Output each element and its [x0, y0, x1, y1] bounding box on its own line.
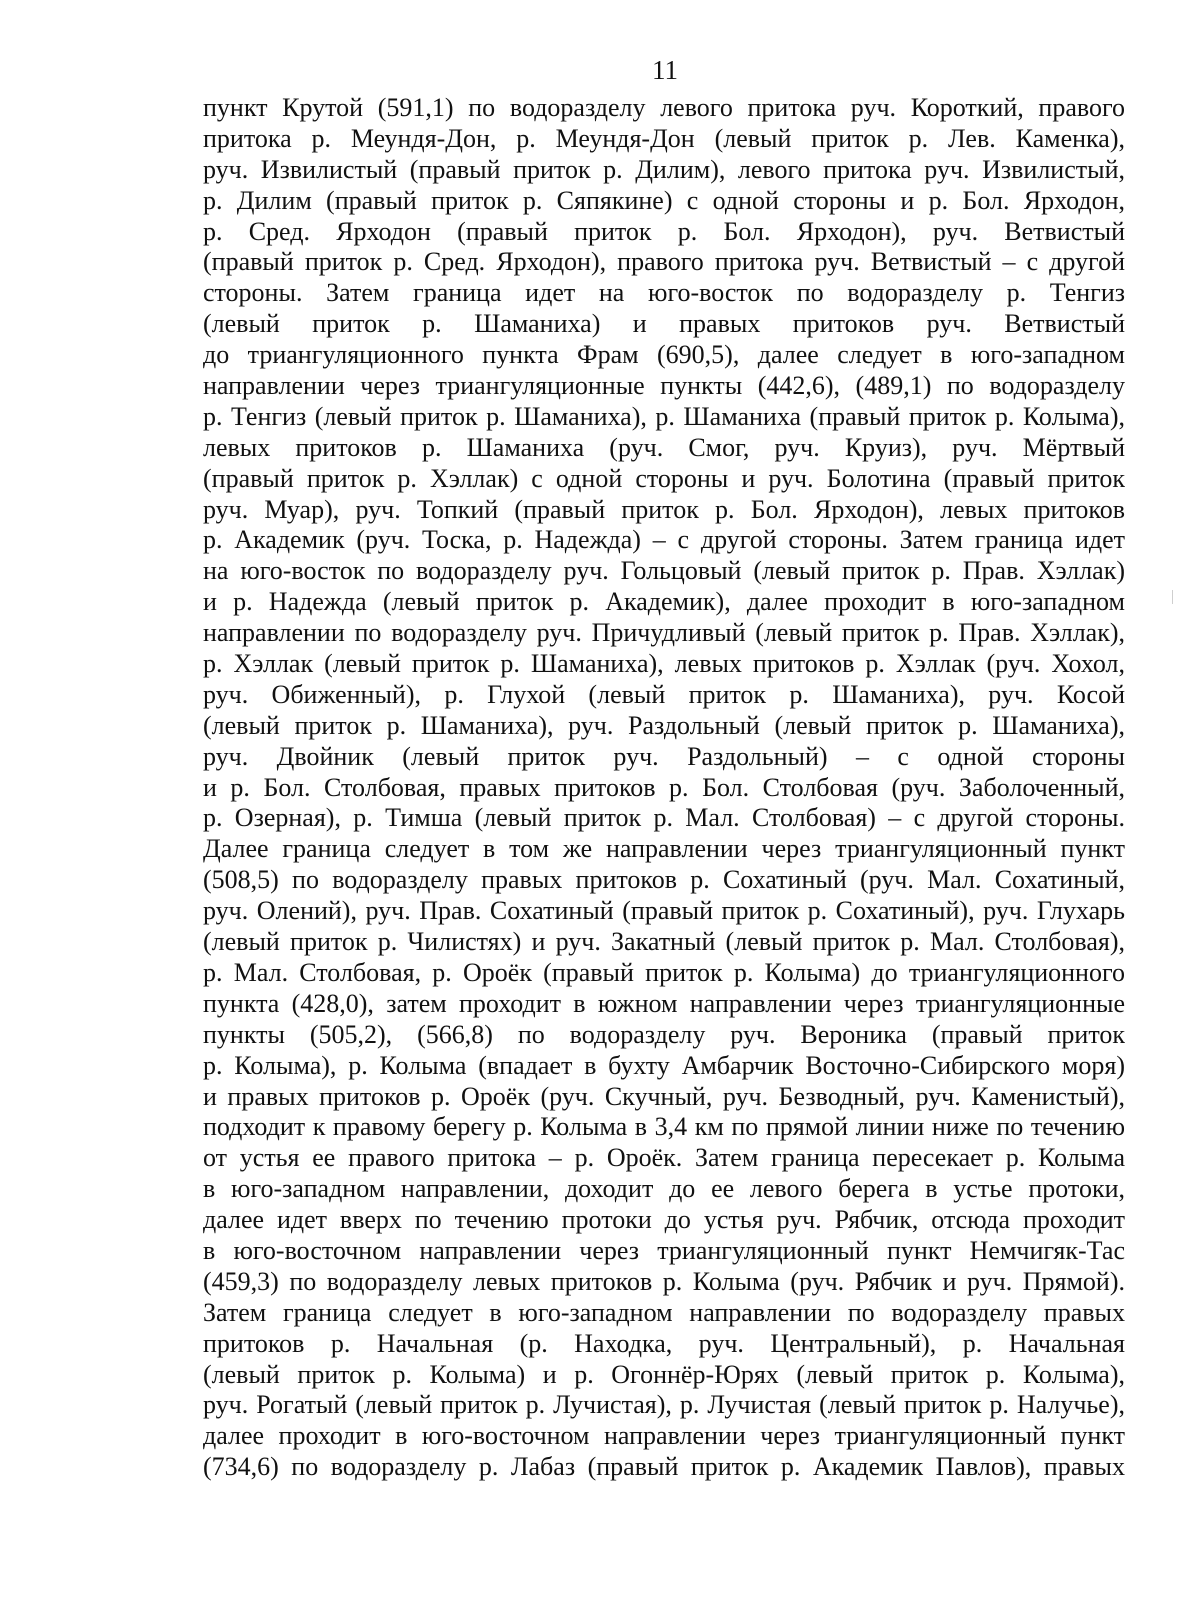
text-line: (левый приток р. Шаманиха) и правых притоков руч. Ветвистый — [203, 309, 1125, 339]
text-line: стороны. Затем граница идет на юго-восток по водоразделу р. Тенгиз — [203, 278, 1125, 308]
text-line: и правых притоков р. Ороёк (руч. Скучный, руч. Безводный, руч. Каменистый), — [203, 1081, 1125, 1111]
text-line: и р. Бол. Столбовая, правых притоков р. Бол. Столбовая (руч. Заболоченный, — [203, 772, 1125, 802]
text-line: (левый приток р. Колыма) и р. Огоннёр-Юрях (левый приток р. Колыма), — [203, 1359, 1125, 1389]
text-line: направлении через триангуляционные пункты (442,6), (489,1) по водоразделу — [203, 371, 1125, 401]
text-line: притоков р. Начальная (р. Находка, руч. Центральный), р. Начальная — [203, 1328, 1125, 1358]
text-line: притока р. Меундя-Дон, р. Меундя-Дон (левый приток р. Лев. Каменка), — [203, 123, 1125, 153]
text-line: от устья ее правого притока – р. Ороёк. Затем граница пересекает р. Колыма — [203, 1143, 1125, 1173]
text-line: (правый приток р. Хэллак) с одной стороны и руч. Болотина (правый приток — [203, 463, 1125, 493]
text-line: р. Академик (руч. Тоска, р. Надежда) – с другой стороны. Затем граница идет — [203, 525, 1125, 555]
text-line: в юго-западном направлении, доходит до ее левого берега в устье протоки, — [203, 1174, 1125, 1204]
text-line: (правый приток р. Сред. Ярходон), правого притока руч. Ветвистый – с другой — [203, 247, 1125, 277]
text-line: р. Хэллак (левый приток р. Шаманиха), левых притоков р. Хэллак (руч. Хохол, — [203, 649, 1125, 679]
text-line: на юго-восток по водоразделу руч. Гольцовый (левый приток р. Прав. Хэллак) — [203, 556, 1125, 586]
text-line: далее проходит в юго-восточном направлении через триангуляционный пункт — [203, 1421, 1125, 1451]
text-line: (508,5) по водоразделу правых притоков р. Сохатиный (руч. Мал. Сохатиный, — [203, 865, 1125, 895]
page-number: 11 — [652, 55, 678, 85]
text-line: Затем граница следует в юго-западном направлении по водоразделу правых — [203, 1297, 1125, 1327]
text-line: р. Озерная), р. Тимша (левый приток р. Мал. Столбовая) – с другой стороны. — [203, 803, 1125, 833]
text-line: далее идет вверх по течению протоки до устья руч. Рябчик, отсюда проходит — [203, 1205, 1125, 1235]
text-line: направлении по водоразделу руч. Причудливый (левый приток р. Прав. Хэллак), — [203, 618, 1125, 648]
scan-margin-mark — [1172, 590, 1173, 604]
text-line: (левый приток р. Шаманиха), руч. Раздольный (левый приток р. Шаманиха), — [203, 710, 1125, 740]
body-text — [203, 93, 1125, 1483]
text-line: руч. Обиженный), р. Глухой (левый приток р. Шаманиха), руч. Косой — [203, 679, 1125, 709]
text-line: пункты (505,2), (566,8) по водоразделу руч. Вероника (правый приток — [203, 1019, 1125, 1049]
text-line: левых притоков р. Шаманиха (руч. Смог, руч. Круиз), руч. Мёртвый — [203, 432, 1125, 462]
text-line: руч. Рогатый (левый приток р. Лучистая), р. Лучистая (левый приток р. Налучье), — [203, 1390, 1125, 1420]
text-line: р. Колыма), р. Колыма (впадает в бухту Амбарчик Восточно-Сибирского моря) — [203, 1050, 1125, 1080]
text-line: Далее граница следует в том же направлении через триангуляционный пункт — [203, 834, 1125, 864]
text-line: р. Сред. Ярходон (правый приток р. Бол. Ярходон), руч. Ветвистый — [203, 216, 1125, 246]
text-line: руч. Олений), руч. Прав. Сохатиный (правый приток р. Сохатиный), руч. Глухарь — [203, 896, 1125, 926]
text-line: руч. Извилистый (правый приток р. Дилим), левого притока руч. Извилистый, — [203, 154, 1125, 184]
text-line: в юго-восточном направлении через триангуляционный пункт Немчигяк-Тас — [203, 1235, 1125, 1265]
text-line: и р. Надежда (левый приток р. Академик), далее проходит в юго-западном — [203, 587, 1125, 617]
text-line: р. Мал. Столбовая, р. Ороёк (правый приток р. Колыма) до триангуляционного — [203, 957, 1125, 987]
text-line: (734,6) по водоразделу р. Лабаз (правый приток р. Академик Павлов), правых — [203, 1452, 1125, 1482]
text-line: пункт Крутой (591,1) по водоразделу левого притока руч. Короткий, правого — [203, 93, 1125, 122]
text-line: (левый приток р. Чилистях) и руч. Закатный (левый приток р. Мал. Столбовая), — [203, 927, 1125, 957]
text-line: руч. Муар), руч. Топкий (правый приток р. Бол. Ярходон), левых притоков — [203, 494, 1125, 524]
text-line: до триангуляционного пункта Фрам (690,5), далее следует в юго-западном — [203, 340, 1125, 370]
text-line: подходит к правому берегу р. Колыма в 3,4 км по прямой линии ниже по течению — [203, 1112, 1125, 1142]
text-line: пункта (428,0), затем проходит в южном направлении через триангуляционные — [203, 988, 1125, 1018]
text-line: руч. Двойник (левый приток руч. Раздольный) – с одной стороны — [203, 741, 1125, 771]
text-line: р. Дилим (правый приток р. Сяпякине) с одной стороны и р. Бол. Ярходон, — [203, 185, 1125, 215]
text-line: (459,3) по водоразделу левых притоков р. Колыма (руч. Рябчик и руч. Прямой). — [203, 1266, 1125, 1296]
text-line: р. Тенгиз (левый приток р. Шаманиха), р. Шаманиха (правый приток р. Колыма), — [203, 401, 1125, 431]
